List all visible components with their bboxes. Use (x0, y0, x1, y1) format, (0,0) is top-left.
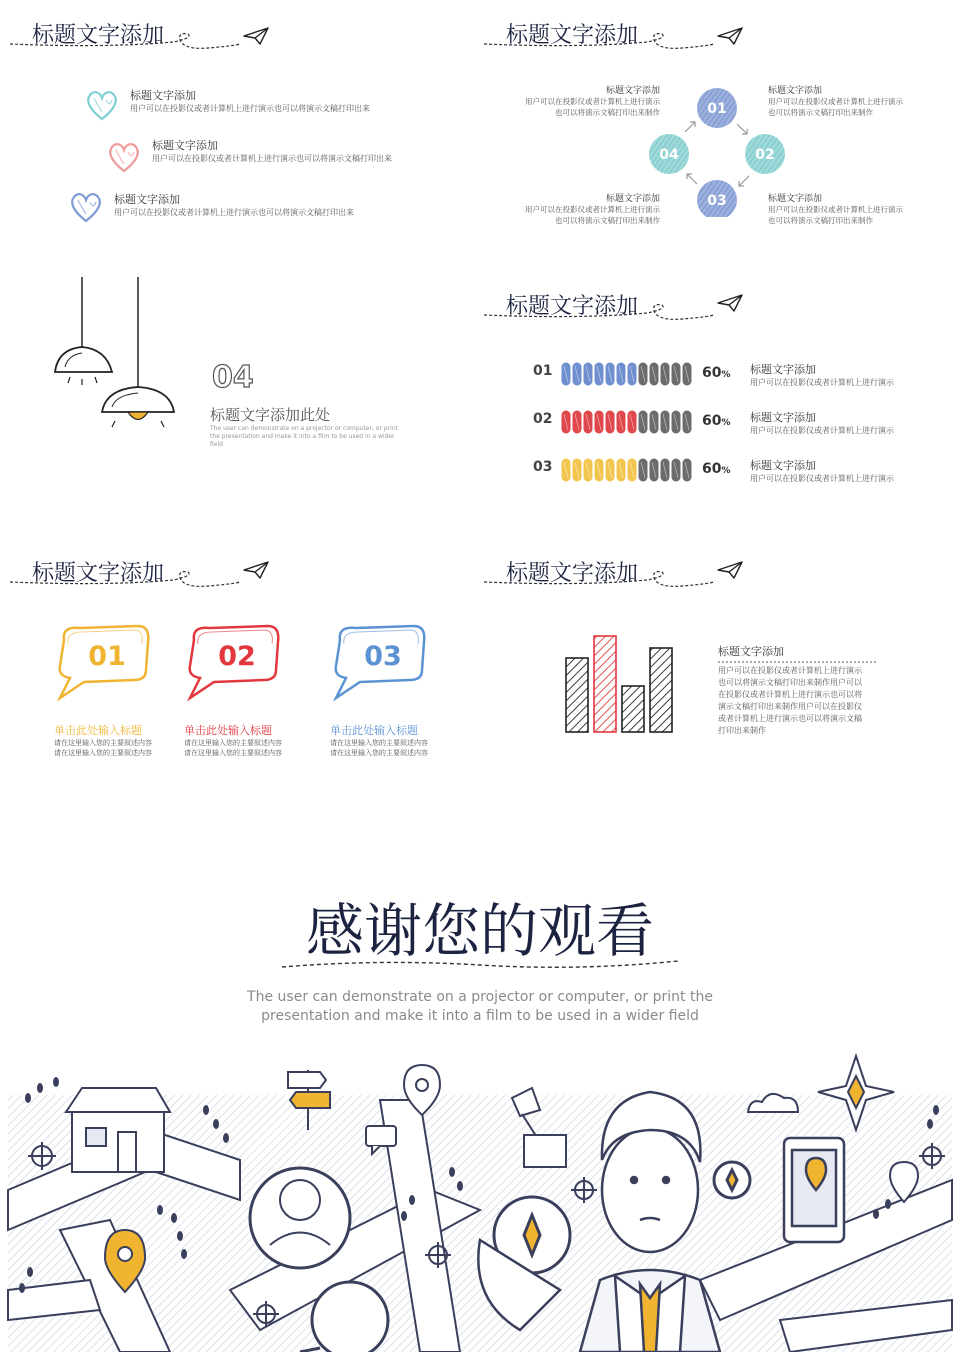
cycle-number: 03 (707, 193, 727, 209)
hatched-bar (566, 658, 588, 732)
bubble-caption: 单击此处输入标题 请在这里输入您的主要叙述内容 请在这里输入您的主要叙述内容 (330, 724, 428, 757)
hatched-bar (594, 636, 616, 732)
bubble-caption: 单击此处输入标题 请在这里输入您的主要叙述内容 请在这里输入您的主要叙述内容 (184, 724, 282, 757)
section-title: 标题文字添加此处 (210, 406, 331, 424)
percent-label: 60% (702, 365, 731, 381)
heart-icon (106, 140, 142, 174)
title-underline-decoration (8, 566, 278, 596)
row-number: 02 (533, 411, 553, 427)
cycle-block: 标题文字添加 用户可以在投影仪或者计算机上进行演示也可以将演示文稿打印出来制作 (768, 194, 903, 225)
thanks-subtitle: The user can demonstrate on a projector or computer, or print the presentation and make it into a film to be used in a wider field (247, 989, 713, 1024)
hatched-bar (650, 648, 672, 732)
paper-plane-icon (242, 560, 270, 580)
paper-plane-icon (716, 293, 744, 313)
bubble-number: 02 (218, 641, 256, 672)
pendant-lamp-icon (40, 275, 190, 440)
paper-plane-icon (716, 560, 744, 580)
title-underline-decoration (280, 955, 680, 975)
list-item (130, 87, 370, 115)
city-map-doodle-illustration (0, 1040, 960, 1352)
row-number: 03 (533, 459, 553, 475)
row-text: 标题文字添加 用户可以在投影仪或者计算机上进行演示 (750, 363, 894, 387)
row-text: 标题文字添加 用户可以在投影仪或者计算机上进行演示 (750, 411, 894, 435)
slide2-title: 标题文字添加 (506, 23, 639, 48)
smartphone-map-icon (784, 1138, 844, 1242)
cycle-block: 标题文字添加 用户可以在投影仪或者计算机上进行演示也可以将演示文稿打印出来制作 (768, 86, 903, 117)
item-title: 标题文字添加 (152, 139, 218, 152)
bubble-number: 03 (364, 641, 402, 672)
cycle-number: 01 (707, 101, 727, 117)
slide4-title: 标题文字添加 (506, 294, 639, 319)
percent-label: 60% (702, 413, 731, 429)
progress-bar (560, 408, 695, 436)
bubble-number: 01 (88, 641, 126, 672)
item-title: 标题文字添加 (114, 193, 180, 206)
title-underline-decoration (482, 28, 742, 58)
cycle-number: 02 (755, 147, 775, 163)
percent-label: 60% (702, 461, 731, 477)
text-line: 在投影仪或者计算机上进行演示也可以将 (718, 690, 862, 699)
text-line: 打印出来制作 (718, 726, 766, 735)
text-line: 或者计算机上进行演示也可以将演示文稿 (718, 714, 862, 723)
section-number: 04 (212, 360, 254, 395)
paper-plane-icon (242, 26, 270, 46)
progress-bar (560, 456, 695, 484)
section-subtitle: The user can demonstrate on a projector or computer, or print the presentation and make it into a film to be used in a wider field (210, 425, 398, 448)
text-line: 演示文稿打印出来制作用户可以在投影仪 (718, 702, 862, 711)
title-underline-decoration (8, 28, 278, 58)
bubble-caption: 单击此处输入标题 请在这里输入您的主要叙述内容 请在这里输入您的主要叙述内容 (54, 724, 152, 757)
progress-bar (560, 360, 695, 388)
heart-icon (68, 190, 104, 224)
slide6-title: 标题文字添加 (506, 561, 639, 586)
heart-icon (84, 88, 120, 122)
cycle-block: 标题文字添加 用户可以在投影仪或者计算机上进行演示也可以将演示文稿打印出来制作 (525, 86, 660, 117)
row-number: 01 (533, 363, 553, 379)
item-title: 标题文字添加 (130, 89, 196, 102)
hatched-bar-graphic (562, 628, 682, 738)
hatched-bar (622, 686, 644, 732)
slide1-title: 标题文字添加 (32, 23, 165, 48)
item-desc: 用户可以在投影仪或者计算机上进行演示也可以将演示文稿打印出来 (114, 208, 354, 217)
row-text: 标题文字添加 用户可以在投影仪或者计算机上进行演示 (750, 459, 894, 483)
list-item (152, 137, 392, 165)
text-block: 标题文字添加 用户可以在投影仪或者计算机上进行演示 也可以将演示文稿打印出来制作用户可以 在投影仪或者计算机上进行演示也可以将 演示文稿打印出来制作用户可以在投影仪 或者计算机上进行演示也可以将演示文稿 打印出来制作 (718, 643, 878, 737)
title-underline-decoration (482, 566, 742, 596)
list-item (114, 191, 354, 219)
cycle-number: 04 (659, 147, 679, 163)
text-line: 也可以将演示文稿打印出来制作用户可以 (718, 678, 862, 687)
item-desc: 用户可以在投影仪或者计算机上进行演示也可以将演示文稿打印出来 (152, 154, 392, 163)
slide5-title: 标题文字添加 (32, 561, 165, 586)
paper-plane-icon (716, 26, 744, 46)
text-line: 用户可以在投影仪或者计算机上进行演示 (718, 666, 862, 675)
item-desc: 用户可以在投影仪或者计算机上进行演示也可以将演示文稿打印出来 (130, 104, 370, 113)
title-underline-decoration (482, 299, 742, 329)
storefront-icon (66, 1088, 170, 1172)
thanks-title: 感谢您的观看 (305, 897, 654, 965)
cycle-block: 标题文字添加 用户可以在投影仪或者计算机上进行演示也可以将演示文稿打印出来制作 (525, 194, 660, 225)
